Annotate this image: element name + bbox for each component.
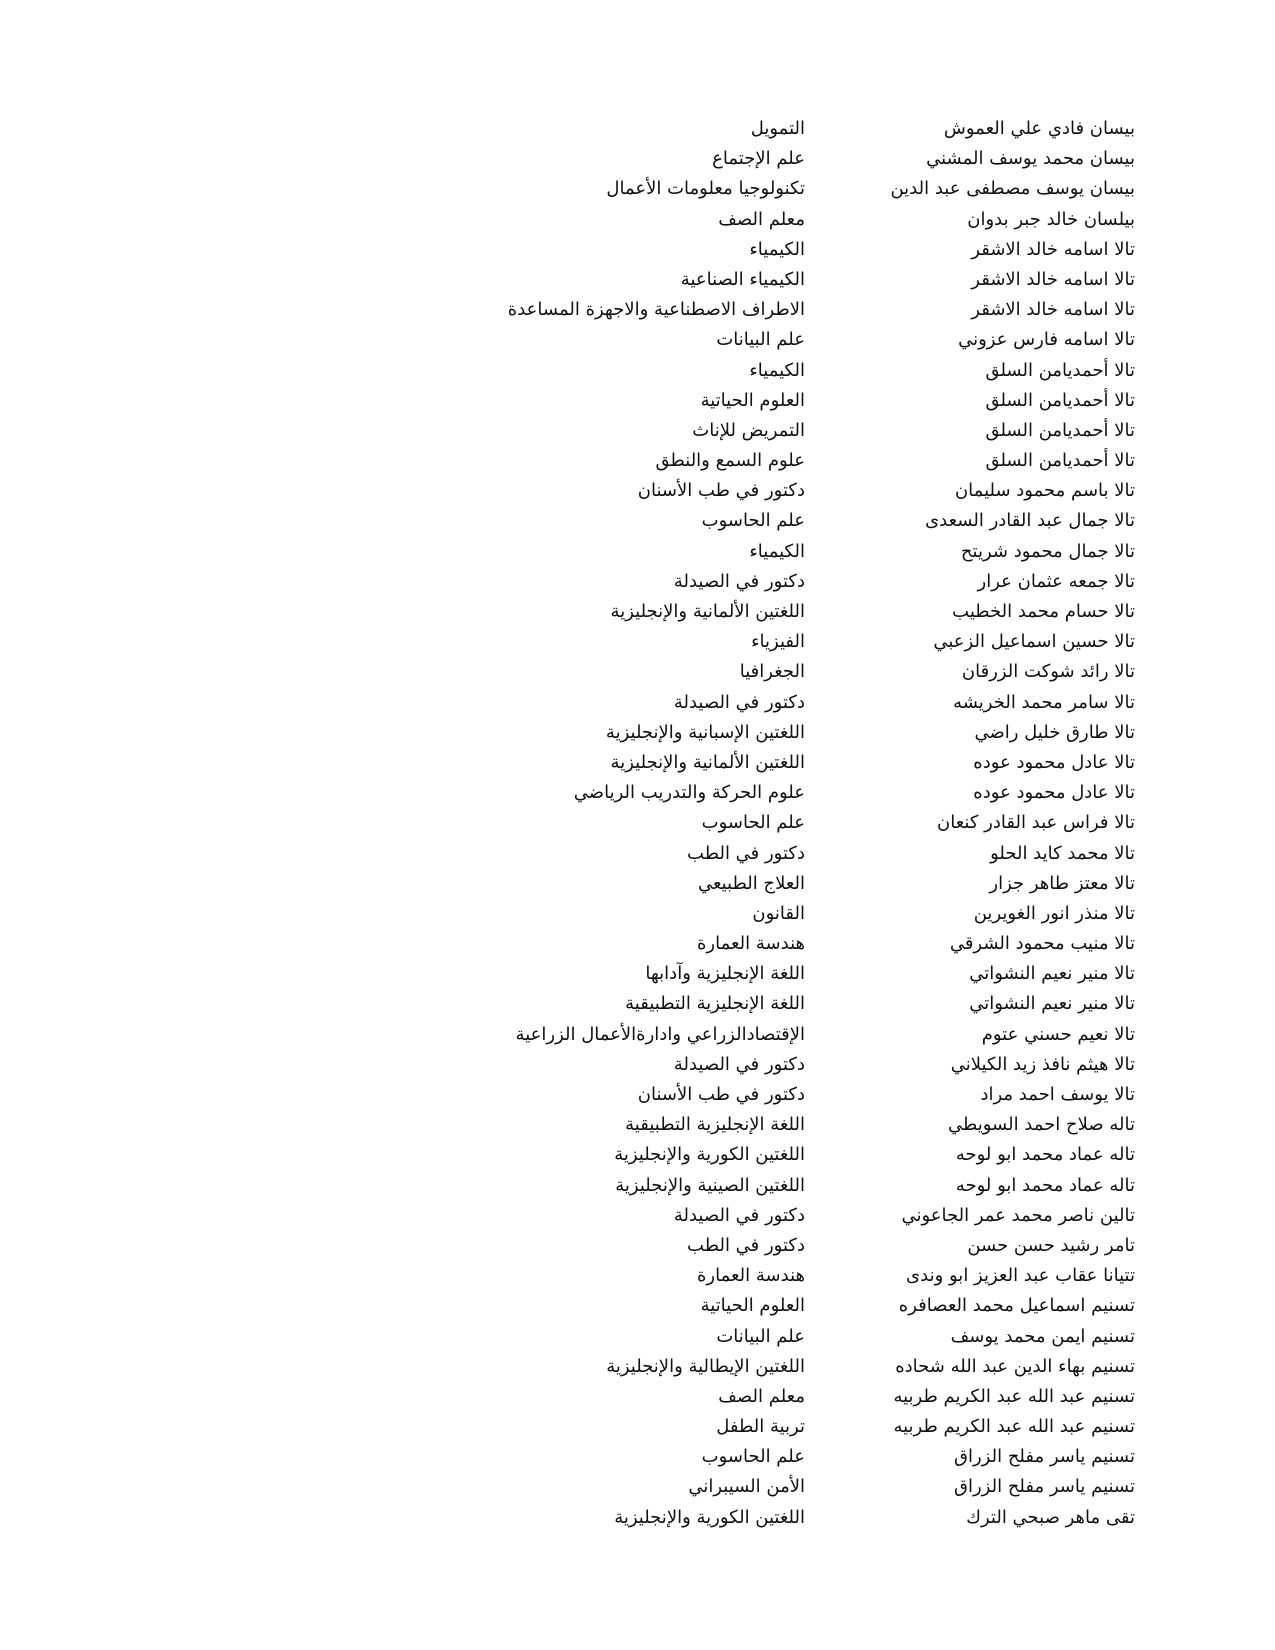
list-item (0, 657, 1275, 687)
major-name: الكيمياء (749, 540, 805, 562)
major-name: علم الحاسوب (701, 1446, 805, 1468)
list-item (0, 446, 1275, 476)
list-item (0, 567, 1275, 597)
major-name: دكتور في الصيدلة (673, 1053, 805, 1075)
list-item (0, 416, 1275, 446)
major-name: اللغتين الألمانية والإنجليزية (610, 601, 805, 622)
student-name: تالين ناصر محمد عمر الجاعوني (901, 1204, 1135, 1226)
list-item (0, 506, 1275, 536)
list-item (0, 1352, 1275, 1382)
major-name: الكيمياء (749, 238, 805, 260)
student-name: تسنيم ايمن محمد يوسف (950, 1325, 1135, 1347)
student-name: تالا أحمديامن السلق (985, 389, 1135, 411)
student-name: تالا أحمديامن السلق (985, 359, 1135, 381)
list-item (0, 839, 1275, 869)
list-item (0, 325, 1275, 355)
student-name: تالا أحمديامن السلق (985, 419, 1135, 441)
list-item (0, 1472, 1275, 1502)
major-name: تكنولوجيا معلومات الأعمال (606, 178, 805, 200)
list-item (0, 386, 1275, 416)
major-name: اللغتين الكورية والإنجليزية (614, 1506, 805, 1528)
list-item (0, 1050, 1275, 1080)
major-name: هندسة العمارة (696, 1265, 805, 1287)
major-name: الجغرافيا (739, 661, 805, 683)
student-name: تالا جمعه عثمان عرار (977, 570, 1135, 592)
student-name: تسنيم ياسر مفلح الزراق (954, 1446, 1135, 1468)
student-name: تالا محمد كايد الحلو (990, 842, 1135, 864)
student-major-list (0, 114, 1275, 1533)
student-name: بيسان يوسف مصطفى عبد الدين (890, 178, 1135, 200)
student-name: تالا طارق خليل راضي (974, 721, 1135, 743)
student-name: تالا سامر محمد الخريشه (953, 691, 1135, 713)
list-item (0, 114, 1275, 144)
student-name: تالا اسامه خالد الاشقر (971, 299, 1135, 321)
major-name: الكيمياء (749, 359, 805, 381)
student-name: تتيانا عقاب عبد العزيز ابو وندى (906, 1265, 1135, 1287)
list-item (0, 688, 1275, 718)
student-name: تسنيم عبد الله عبد الكريم طربيه (893, 1416, 1135, 1438)
list-item (0, 537, 1275, 567)
list-item (0, 718, 1275, 748)
list-item (0, 356, 1275, 386)
major-name: دكتور في الصيدلة (673, 570, 805, 592)
major-name: علم البيانات (716, 1325, 805, 1347)
student-name: تالا منذر انور الغويرين (973, 902, 1135, 924)
student-name: تاله صلاح احمد السويطي (947, 1114, 1135, 1136)
student-name: تامر رشيد حسن حسن (967, 1234, 1135, 1256)
major-name: علوم الحركة والتدريب الرياضي (573, 782, 805, 804)
list-item (0, 1201, 1275, 1231)
major-name: معلم الصف (718, 208, 805, 230)
list-item (0, 1020, 1275, 1050)
major-name: اللغتين الإيطالية والإنجليزية (606, 1355, 805, 1377)
major-name: علم الحاسوب (701, 510, 805, 532)
major-name: اللغة الإنجليزية التطبيقية (625, 993, 805, 1015)
major-name: القانون (752, 902, 805, 924)
list-item (0, 929, 1275, 959)
major-name: دكتور في الصيدلة (673, 691, 805, 713)
major-name: الكيمياء الصناعية (680, 268, 805, 290)
student-name: تالا فراس عبد القادر كنعان (937, 812, 1135, 834)
student-name: تالا اسامه خالد الاشقر (971, 268, 1135, 290)
list-item (0, 899, 1275, 929)
major-name: دكتور في طب الأسنان (637, 1084, 805, 1105)
major-name: دكتور في الطب (687, 842, 805, 864)
major-name: علوم السمع والنطق (655, 450, 805, 472)
list-item (0, 959, 1275, 989)
major-name: التمريض للإناث (692, 419, 805, 441)
student-name: تالا جمال محمود شريتح (960, 540, 1135, 562)
list-item (0, 1442, 1275, 1472)
student-name: تالا عادل محمود عوده (973, 782, 1135, 804)
student-name: بيلسان خالد جبر بدوان (967, 208, 1135, 230)
list-item (0, 1322, 1275, 1352)
list-item (0, 748, 1275, 778)
major-name: التمويل (750, 118, 805, 139)
student-name: تالا هيثم نافذ زيد الكيلاني (950, 1053, 1135, 1075)
major-name: العلاج الطبيعي (697, 872, 805, 894)
major-name: علم الحاسوب (701, 812, 805, 834)
list-item (0, 174, 1275, 204)
list-item (0, 235, 1275, 265)
student-name: تاله عماد محمد ابو لوحه (955, 1174, 1135, 1196)
list-item (0, 1140, 1275, 1170)
student-name: تالا منيب محمود الشرقي (949, 933, 1135, 955)
list-item (0, 597, 1275, 627)
student-name: تالا أحمديامن السلق (985, 450, 1135, 472)
student-name: تالا جمال عبد القادر السعدى (925, 510, 1135, 532)
student-name: تسنيم اسماعيل محمد العصافره (898, 1295, 1135, 1317)
major-name: الفيزياء (751, 631, 805, 653)
student-name: بيسان محمد يوسف المشني (926, 148, 1135, 170)
student-name: تالا حسام محمد الخطيب (952, 601, 1135, 622)
list-item (0, 808, 1275, 838)
major-name: الأمن السيبراني (688, 1476, 805, 1498)
major-name: علم البيانات (716, 329, 805, 351)
major-name: معلم الصف (718, 1385, 805, 1407)
major-name: اللغة الإنجليزية التطبيقية (625, 1114, 805, 1136)
list-item (0, 1080, 1275, 1110)
list-item (0, 778, 1275, 808)
list-item (0, 989, 1275, 1019)
major-name: اللغتين الصينية والإنجليزية (615, 1174, 805, 1196)
list-item (0, 476, 1275, 506)
student-name: تقى ماهر صبحي الترك (966, 1506, 1135, 1528)
major-name: هندسة العمارة (696, 933, 805, 955)
student-name: تالا باسم محمود سليمان (954, 480, 1135, 502)
student-name: تالا اسامه خالد الاشقر (971, 238, 1135, 260)
major-name: الاطراف الاصطناعية والاجهزة المساعدة (507, 299, 805, 321)
list-item (0, 295, 1275, 325)
major-name: تربية الطفل (716, 1416, 805, 1438)
major-name: العلوم الحياتية (700, 1295, 805, 1317)
major-name: دكتور في الطب (687, 1234, 805, 1256)
list-item (0, 627, 1275, 657)
student-name: تالا منير نعيم النشواتي (969, 993, 1135, 1015)
major-name: علم الإجتماع (712, 148, 805, 170)
list-item (0, 265, 1275, 295)
list-item (0, 869, 1275, 899)
major-name: اللغتين الألمانية والإنجليزية (610, 751, 805, 773)
major-name: اللغة الإنجليزية وآدابها (645, 963, 805, 985)
major-name: اللغتين الكورية والإنجليزية (614, 1144, 805, 1166)
list-item (0, 1503, 1275, 1533)
major-name: اللغتين الإسبانية والإنجليزية (605, 721, 805, 743)
major-name: دكتور في طب الأسنان (637, 480, 805, 502)
student-name: تسنيم بهاء الدين عبد الله شحاده (895, 1355, 1135, 1377)
student-name: تالا رائد شوكت الزرقان (961, 661, 1135, 683)
list-item (0, 1110, 1275, 1140)
major-name: الإقتصادالزراعي وادارةالأعمال الزراعية (515, 1023, 805, 1045)
list-item (0, 144, 1275, 174)
list-item (0, 205, 1275, 235)
student-name: تاله عماد محمد ابو لوحه (955, 1144, 1135, 1166)
student-name: تالا معتز طاهر جزار (989, 872, 1135, 894)
student-name: تالا اسامه فارس عزوني (958, 329, 1135, 351)
student-name: تالا منير نعيم النشواتي (969, 963, 1135, 985)
list-item (0, 1171, 1275, 1201)
list-item (0, 1291, 1275, 1321)
list-item (0, 1261, 1275, 1291)
student-name: تالا يوسف احمد مراد (980, 1084, 1135, 1105)
student-name: تالا حسين اسماعيل الزعبي (933, 631, 1135, 653)
major-name: دكتور في الصيدلة (673, 1204, 805, 1226)
list-item (0, 1412, 1275, 1442)
list-item (0, 1382, 1275, 1412)
student-name: تسنيم ياسر مفلح الزراق (954, 1476, 1135, 1498)
major-name: العلوم الحياتية (700, 389, 805, 411)
list-item (0, 1231, 1275, 1261)
student-name: تالا نعيم حسني عتوم (981, 1023, 1135, 1045)
student-name: تالا عادل محمود عوده (973, 751, 1135, 773)
student-name: بيسان فادي علي العموش (943, 118, 1135, 139)
student-name: تسنيم عبد الله عبد الكريم طربيه (893, 1385, 1135, 1407)
